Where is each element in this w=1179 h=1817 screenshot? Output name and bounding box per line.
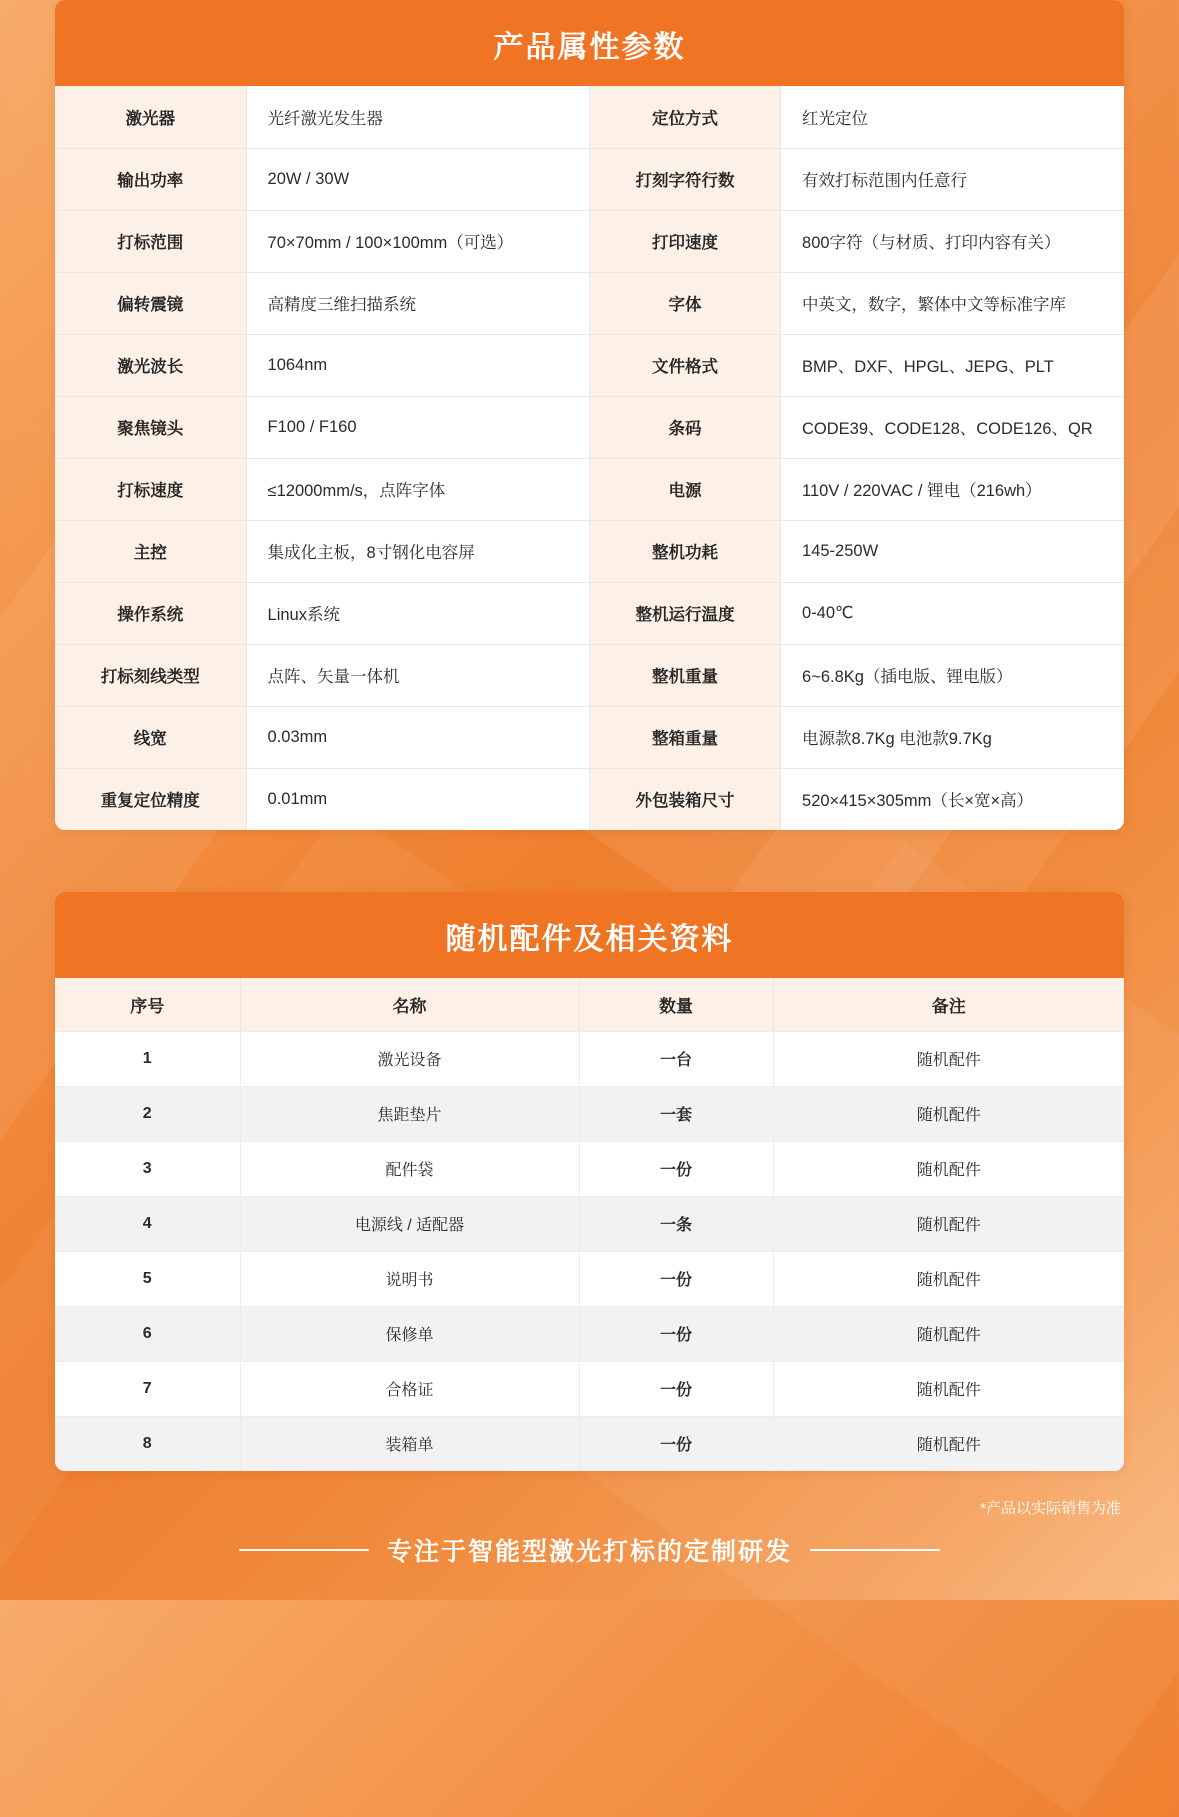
cell-note: 随机配件 — [773, 1251, 1124, 1306]
cell-note: 随机配件 — [773, 1306, 1124, 1361]
table-row — [55, 644, 1124, 706]
disclaimer-text: *产品以实际销售为准 — [980, 1500, 1121, 1517]
table-row — [55, 768, 1124, 830]
accessories-card — [55, 892, 1124, 1471]
spec-value: 0.03mm — [246, 706, 589, 768]
spec-value: 110V / 220VAC / 锂电（216wh） — [781, 458, 1124, 520]
spec-value: 红光定位 — [781, 86, 1124, 148]
cell-name: 激光设备 — [240, 1031, 579, 1086]
table-row — [55, 1196, 1124, 1251]
cell-index: 4 — [55, 1196, 240, 1251]
table-row — [55, 1086, 1124, 1141]
cell-name: 电源线 / 适配器 — [240, 1196, 579, 1251]
spec-value: 520×415×305mm（长×宽×高） — [802, 792, 1034, 811]
spec-value: ≤12000mm/s，点阵字体 — [246, 458, 589, 520]
table-row — [55, 458, 1124, 520]
cell-name: 保修单 — [240, 1306, 579, 1361]
table-row — [55, 86, 1124, 148]
cell-note: 随机配件 — [773, 1141, 1124, 1196]
spec-label: 聚焦镜头 — [55, 396, 246, 458]
spec-label: 条码 — [589, 396, 780, 458]
table-row — [55, 706, 1124, 768]
table-row — [55, 210, 1124, 272]
spec-label: 整机重量 — [589, 644, 780, 706]
slogan-row — [0, 1532, 1179, 1596]
cell-qty: 一台 — [579, 1031, 773, 1086]
spec-value: 800字符（与材质、打印内容有关） — [781, 210, 1124, 272]
spec-label: 字体 — [589, 272, 780, 334]
table-row — [55, 582, 1124, 644]
table-row — [55, 1251, 1124, 1306]
table-row — [55, 1141, 1124, 1196]
table-row — [55, 1306, 1124, 1361]
spec-value: 145-250W — [781, 520, 1124, 582]
cell-name: 配件袋 — [240, 1141, 579, 1196]
cell-index: 3 — [55, 1141, 240, 1196]
slogan-text: 专注于智能型激光打标的定制研发 — [386, 1538, 792, 1566]
cell-qty: 一份 — [579, 1141, 773, 1196]
cell-qty: 一份 — [579, 1416, 773, 1471]
spec-label: 操作系统 — [55, 582, 246, 644]
spec-label: 打印速度 — [589, 210, 780, 272]
section-gap — [55, 830, 1124, 892]
cell-name: 合格证 — [240, 1361, 579, 1416]
cell-note: 随机配件 — [916, 1437, 981, 1455]
spec-value: CODE39、CODE128、CODE126、QR — [781, 396, 1124, 458]
spec-label: 打刻字符行数 — [589, 148, 780, 210]
spec-value: 中英文，数字，繁体中文等标准字库 — [781, 272, 1124, 334]
spec-value: BMP、DXF、HPGL、JEPG、PLT — [781, 334, 1124, 396]
spec-label: 激光波长 — [55, 334, 246, 396]
spec-label: 偏转震镜 — [55, 272, 246, 334]
divider-right — [810, 1549, 940, 1551]
cell-qty: 一份 — [579, 1251, 773, 1306]
spec-value: 高精度三维扫描系统 — [246, 272, 589, 334]
spec-table — [55, 86, 1124, 830]
cell-name: 焦距垫片 — [240, 1086, 579, 1141]
spec-label: 电源 — [589, 458, 780, 520]
spec-label: 激光器 — [55, 86, 246, 148]
cell-index: 2 — [55, 1086, 240, 1141]
cell-qty: 一套 — [579, 1086, 773, 1141]
column-header-index: 序号 — [55, 978, 240, 1031]
spec-label: 文件格式 — [589, 334, 780, 396]
cell-index: 8 — [55, 1416, 240, 1471]
spec-value: 20W / 30W — [246, 148, 589, 210]
spec-label: 主控 — [55, 520, 246, 582]
table-row — [55, 272, 1124, 334]
spec-card-title: 产品属性参数 — [55, 0, 1124, 86]
cell-note: 随机配件 — [773, 1031, 1124, 1086]
cell-qty: 一条 — [579, 1196, 773, 1251]
cell-index: 7 — [55, 1361, 240, 1416]
table-row — [55, 334, 1124, 396]
spec-label: 整机功耗 — [589, 520, 780, 582]
spec-value: 集成化主板，8寸钢化电容屏 — [246, 520, 589, 582]
spec-label: 外包装箱尺寸 — [589, 768, 780, 830]
cell-index: 6 — [55, 1306, 240, 1361]
spec-value: 70×70mm / 100×100mm（可选） — [246, 210, 589, 272]
spec-value: 6~6.8Kg（插电版、锂电版） — [781, 644, 1124, 706]
spec-label: 整箱重量 — [589, 706, 780, 768]
spec-value: 1064nm — [246, 334, 589, 396]
divider-left — [239, 1549, 369, 1551]
table-row — [55, 520, 1124, 582]
spec-label: 打标范围 — [55, 210, 246, 272]
spec-card — [55, 0, 1124, 830]
accessories-card-title: 随机配件及相关资料 — [55, 892, 1124, 978]
footer — [0, 1497, 1179, 1596]
cell-index: 1 — [55, 1031, 240, 1086]
cell-name: 说明书 — [240, 1251, 579, 1306]
table-header-row — [55, 978, 1124, 1031]
cell-qty: 一份 — [579, 1361, 773, 1416]
table-row — [55, 148, 1124, 210]
accessories-table — [55, 978, 1124, 1471]
table-row — [55, 1031, 1124, 1086]
column-header-qty: 数量 — [579, 978, 773, 1031]
spec-value: 0.01mm — [246, 768, 589, 830]
spec-label: 重复定位精度 — [55, 768, 246, 830]
spec-value: 光纤激光发生器 — [246, 86, 589, 148]
column-header-name: 名称 — [240, 978, 579, 1031]
cell-note: 随机配件 — [773, 1086, 1124, 1141]
cell-name: 装箱单 — [240, 1416, 579, 1471]
spec-value: 电源款8.7Kg 电池款9.7Kg — [781, 706, 1124, 768]
cell-note: 随机配件 — [773, 1361, 1124, 1416]
spec-value: 0-40℃ — [781, 582, 1124, 644]
spec-label: 线宽 — [55, 706, 246, 768]
column-header-note: 备注 — [773, 978, 1124, 1031]
spec-value: 有效打标范围内任意行 — [781, 148, 1124, 210]
spec-value: Linux系统 — [246, 582, 589, 644]
cell-index: 5 — [55, 1251, 240, 1306]
cell-qty: 一份 — [579, 1306, 773, 1361]
table-row — [55, 1361, 1124, 1416]
table-row — [55, 396, 1124, 458]
table-row — [55, 1416, 1124, 1471]
spec-value: F100 / F160 — [246, 396, 589, 458]
spec-value: 点阵、矢量一体机 — [246, 644, 589, 706]
spec-label: 打标刻线类型 — [55, 644, 246, 706]
spec-label: 输出功率 — [55, 148, 246, 210]
cell-note: 随机配件 — [773, 1196, 1124, 1251]
spec-label: 整机运行温度 — [589, 582, 780, 644]
spec-label: 打标速度 — [55, 458, 246, 520]
spec-label: 定位方式 — [589, 86, 780, 148]
